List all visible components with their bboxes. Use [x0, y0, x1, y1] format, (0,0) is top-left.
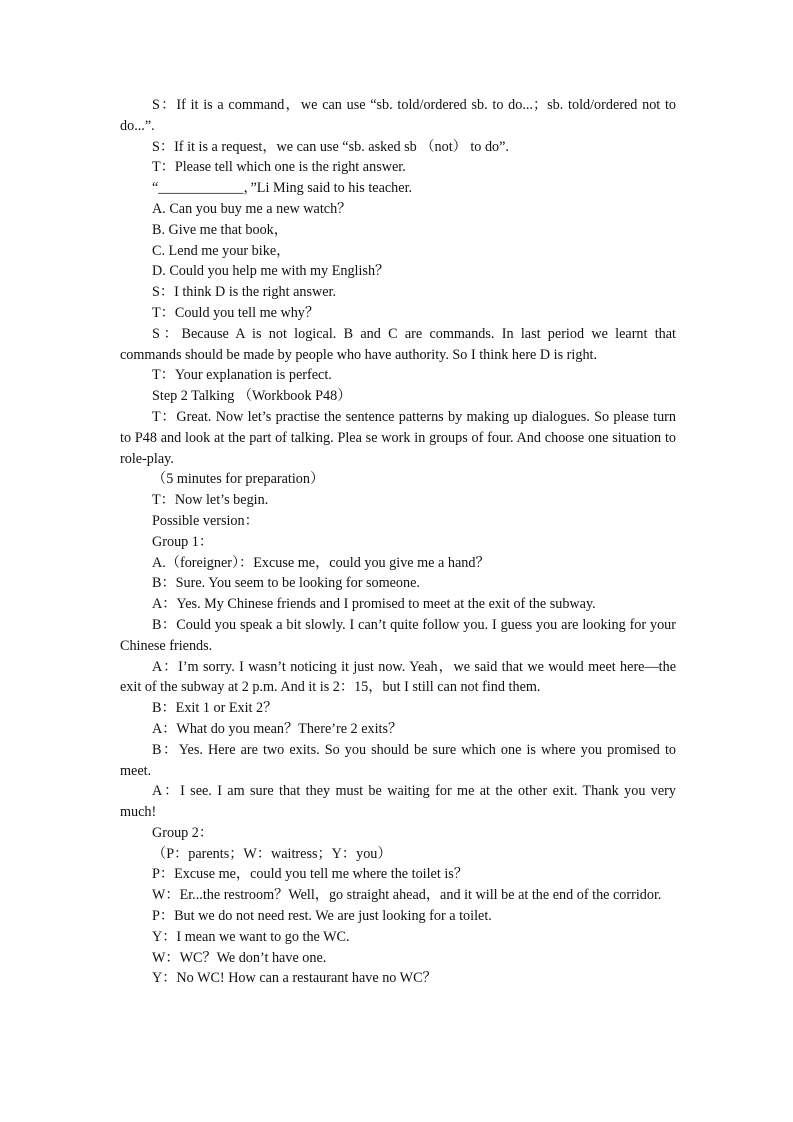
dialogue-line: A：What do you mean？There’re 2 exits？ [152, 720, 403, 737]
dialogue-line: W：Er...the restroom？Well，go straight ahead，and it will be at the end of the corridor. [152, 887, 662, 904]
dialogue-line: B：Sure. You seem to be looking for someone. [152, 575, 420, 592]
dialogue-line: B：Yes. Here are two exits. So you should be sure which one is where you promised to meet. [120, 741, 676, 779]
step-heading: Step 2 Talking （Workbook P48） [152, 388, 352, 405]
option-c: C. Lend me your bike， [152, 242, 291, 259]
dialogue-line: Y：I mean we want to go the WC. [152, 928, 350, 945]
option-a: A. Can you buy me a new watch？ [152, 200, 352, 217]
dialogue-line: W：WC？We don’t have one. [152, 949, 327, 966]
paragraph: T：Great. Now let’s practise the sentence patterns by making up dialogues. So please turn to P48 and look at the part of talking. Plea se work in groups of four. And choose one situation to role-play. [120, 408, 676, 467]
paragraph: Possible version： [152, 512, 259, 529]
paragraph: T：Your explanation is perfect. [152, 367, 332, 384]
paragraph: T：Now let’s begin. [152, 492, 269, 509]
document-page [120, 95, 676, 989]
dialogue-line: B：Exit 1 or Exit 2？ [152, 700, 278, 717]
paragraph: T：Could you tell me why？ [152, 304, 320, 321]
paragraph: S：Because A is not logical. B and C are commands. In last period we learnt that commands should be made by people who have authority. So I think here D is right. [120, 325, 676, 363]
paragraph: “____________，”Li Ming said to his teacher. [152, 180, 413, 197]
paragraph: （P：parents；W：waitress；Y：you） [152, 845, 392, 862]
paragraph: T：Please tell which one is the right answer. [152, 159, 406, 176]
dialogue-line: A：I’m sorry. I wasn’t noticing it just now. Yeah，we said that we would meet here—the exit of the subway at 2 p.m. And it is 2：15，but I still can not find them. [120, 658, 676, 696]
paragraph: S：If it is a request，we can use “sb. asked sb （not） to do”. [152, 138, 509, 155]
dialogue-line: A：Yes. My Chinese friends and I promised to meet at the exit of the subway. [152, 596, 596, 613]
group-heading: Group 1： [152, 533, 214, 550]
dialogue-line: P：Excuse me，could you tell me where the toilet is？ [152, 866, 468, 883]
paragraph: S：I think D is the right answer. [152, 284, 337, 301]
dialogue-line: A.（foreigner）：Excuse me，could you give me a hand？ [152, 554, 490, 571]
dialogue-line: P：But we do not need rest. We are just looking for a toilet. [152, 908, 492, 925]
dialogue-line: A：I see. I am sure that they must be waiting for me at the other exit. Thank you very much! [120, 783, 676, 821]
dialogue-line: B：Could you speak a bit slowly. I can’t quite follow you. I guess you are looking for your Chinese friends. [120, 616, 676, 654]
paragraph: S：If it is a command，we can use “sb. told/ordered sb. to do...；sb. told/ordered not to do...”. [120, 97, 676, 134]
group-heading: Group 2： [152, 824, 214, 841]
dialogue-line: Y：No WC! How can a restaurant have no WC？ [152, 970, 437, 987]
option-d: D. Could you help me with my English？ [152, 263, 390, 280]
paragraph: （5 minutes for preparation） [152, 471, 325, 488]
option-b: B. Give me that book， [152, 221, 288, 238]
